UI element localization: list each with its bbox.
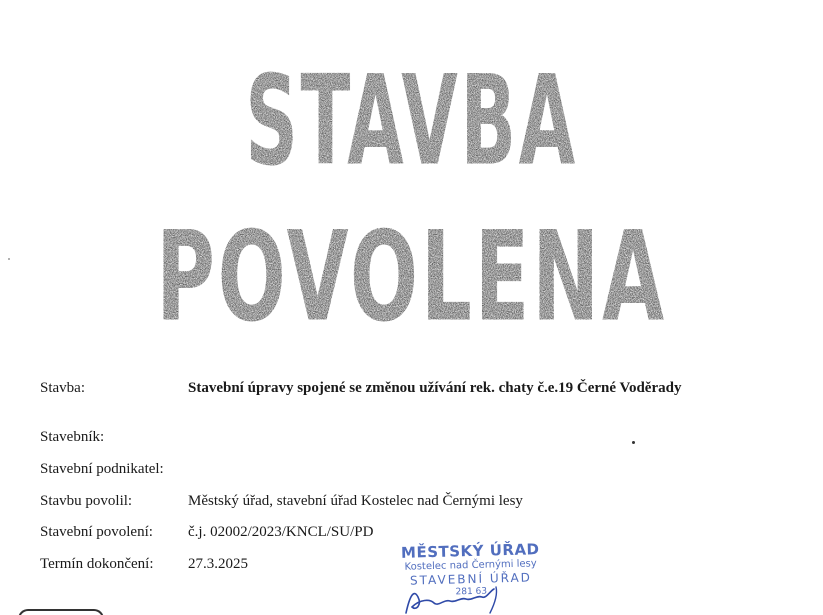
- stamp-office-name: MĚSTSKÝ ÚŘAD: [400, 540, 540, 562]
- handwritten-signature: [400, 585, 510, 615]
- stamp-department: STAVEBNÍ ÚŘAD: [409, 570, 533, 588]
- field-label-stavbu-povolil: Stavbu povolil:: [40, 493, 133, 509]
- scan-speck: [8, 258, 10, 260]
- field-label-stavebni-podnikatel: Stavební podnikatel:: [40, 461, 164, 477]
- field-label-termin-dokonceni: Termín dokončení:: [40, 556, 154, 572]
- stamp-postal-code: 281 63: [455, 586, 488, 598]
- stamp-town: Kostelec nad Černými lesy: [404, 558, 537, 573]
- page-corner-tab: [18, 609, 104, 615]
- field-value-stavebni-povoleni: č.j. 02002/2023/KNCL/SU/PD: [188, 524, 374, 540]
- field-value-termin-dokonceni: 27.3.2025: [188, 556, 248, 572]
- field-value-stavba: Stavební úpravy spojené se změnou užívání rek. chaty č.e.19 Černé Voděrady: [188, 380, 682, 396]
- field-label-stavba: Stavba:: [40, 380, 85, 396]
- field-label-stavebnik: Stavebník:: [40, 429, 105, 445]
- scan-speck: [632, 441, 635, 444]
- field-label-stavebni-povoleni: Stavební povolení:: [40, 524, 153, 540]
- headline-stavba: STAVBA: [245, 48, 578, 193]
- field-value-stavbu-povolil: Městský úřad, stavební úřad Kostelec nad Černými lesy: [188, 493, 523, 509]
- headline-povolena: POVOLENA: [156, 204, 667, 349]
